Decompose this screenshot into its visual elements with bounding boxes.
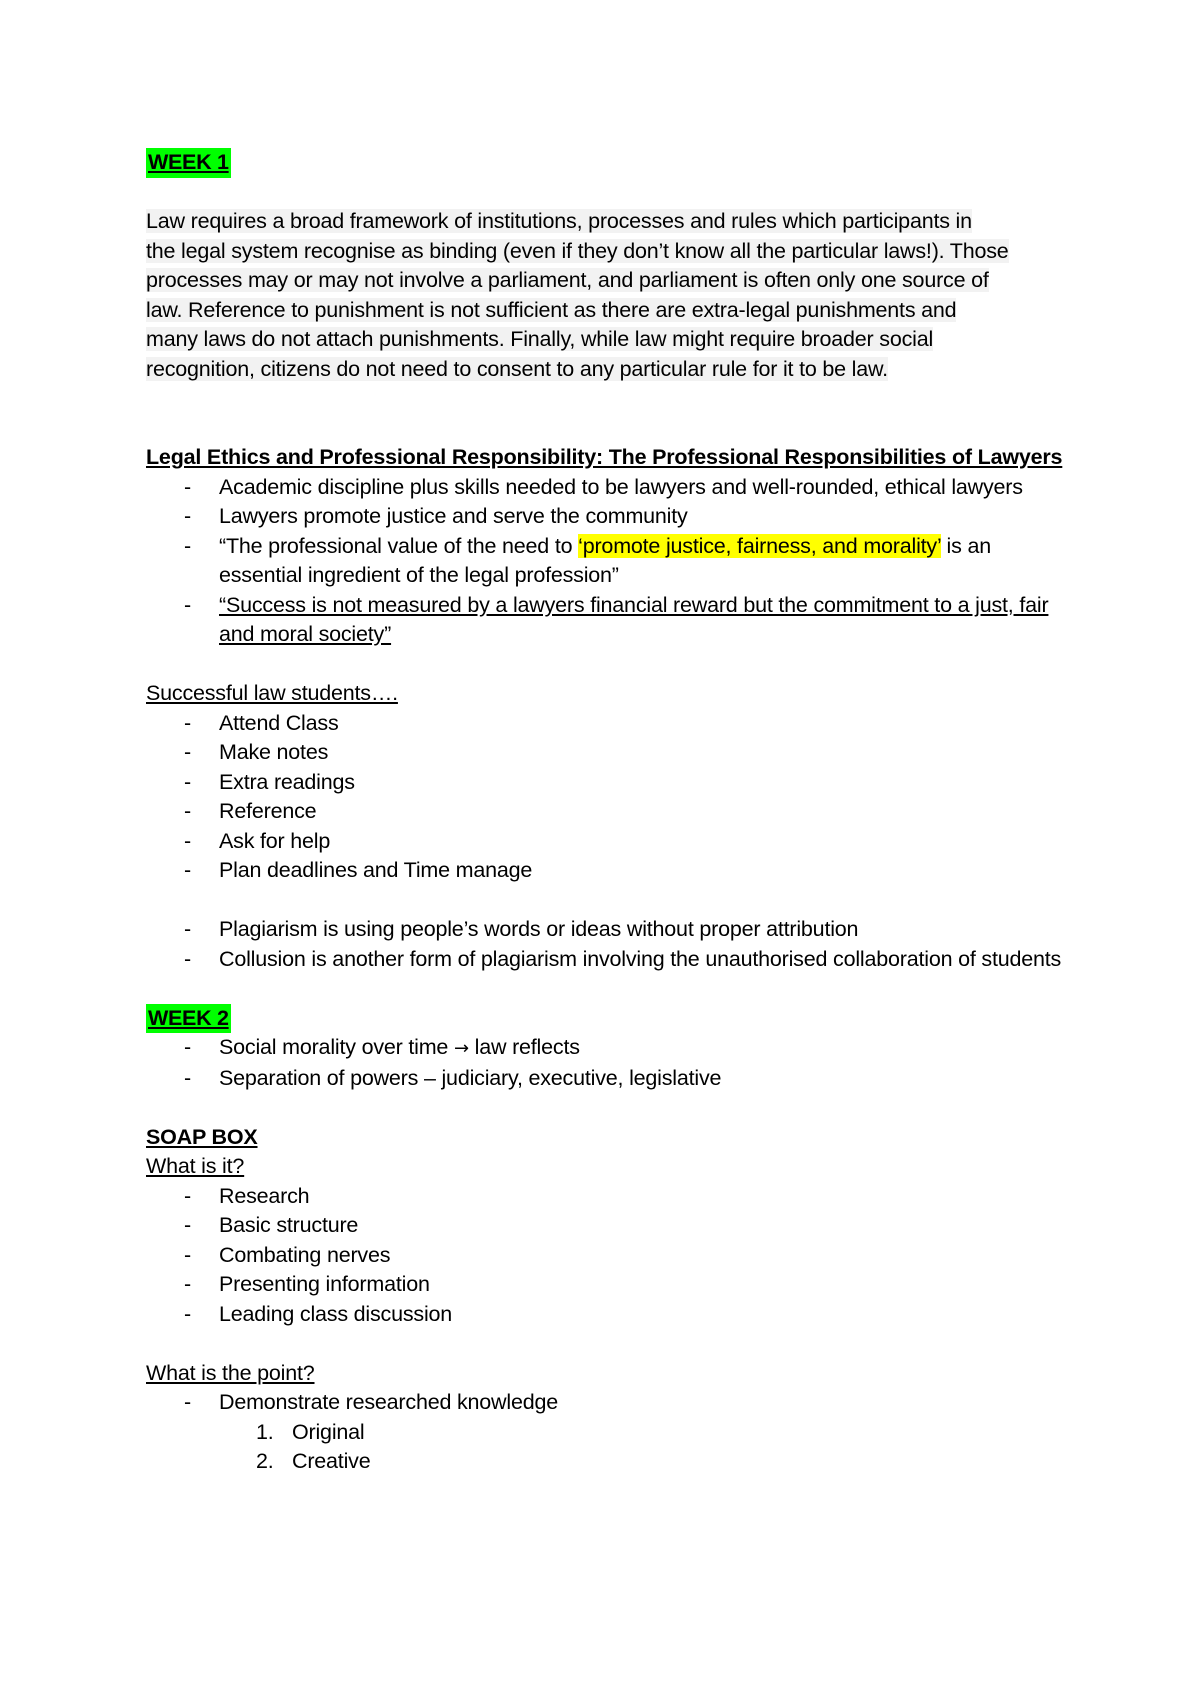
soapbox-heading: SOAP BOX [146,1124,258,1149]
paragraph-line: processes may or may not involve a parliament, and parliament is often only one source of [146,268,989,292]
ethics-heading: Legal Ethics and Professional Responsibility: The Professional Responsibilities of Lawyers [146,445,1063,469]
list-item [146,709,1066,739]
paragraph-line: Law requires a broad framework of institutions, processes and rules which participants in [146,209,972,233]
dash-bullet: - [184,917,191,941]
list-item [146,797,1066,827]
dash-bullet: - [184,858,191,882]
paragraph-line: recognition, citizens do not need to consent to any particular rule for it to be law. [146,356,888,381]
list-item-text-before: Social morality over time [219,1035,454,1059]
list-item [146,1033,1066,1064]
what-is-it-heading: What is it? [146,1154,245,1178]
dash-bullet: - [184,533,191,558]
list-item [146,532,1066,591]
dash-bullet: - [184,1390,191,1414]
dash-bullet: - [184,1035,191,1059]
list-item [146,1211,1066,1241]
dash-bullet: - [184,1272,191,1296]
numbered-item [146,1447,1066,1477]
dash-bullet: - [184,710,191,735]
number-label: 2. [256,1449,274,1473]
list-item-text-before: “The professional value of the need to [219,533,579,558]
list-item [146,768,1066,798]
list-item [146,856,1066,886]
list-item-text: Academic discipline plus skills needed to be lawyers and well-rounded, ethical lawyers [219,474,1023,499]
list-item [146,1270,1066,1300]
week2-list [146,1033,1066,1093]
list-item [146,473,1066,503]
paragraph-line: law. Reference to punishment is not sufficient as there are extra-legal punishments and [146,297,957,322]
what-is-it-list [146,1182,1066,1330]
list-item-text: Make notes [219,740,329,764]
list-item-text: Collusion is another form of plagiarism involving the unauthorised collaboration of students [219,946,1062,971]
dash-bullet: - [184,946,191,971]
list-item-text-after: is an essential ingredient of the legal profession” [219,533,991,587]
what-is-the-point-heading: What is the point? [146,1360,315,1385]
list-item [146,945,1066,975]
list-item-text: Plagiarism is using people’s words or ideas without proper attribution [219,917,859,941]
list-item-text: Reference [219,799,317,823]
list-item-text: Ask for help [219,828,331,853]
plagiarism-list [146,915,1066,974]
numbered-item-text: Creative [292,1449,371,1473]
dash-bullet: - [184,1065,191,1090]
highlighted-phrase: ‘promote justice, fairness, and morality’ [578,533,941,558]
list-item [146,1300,1066,1330]
list-item [146,1388,1066,1418]
dash-bullet: - [184,474,191,499]
list-item [146,915,1066,945]
dash-bullet: - [184,1183,191,1208]
list-item [146,502,1066,532]
dash-bullet: - [184,504,191,528]
number-label: 1. [256,1419,274,1444]
list-item [146,827,1066,857]
students-list [146,709,1066,886]
dash-bullet: - [184,1301,191,1326]
list-item-text: Presenting information [219,1272,430,1296]
list-item [146,591,1066,650]
right-arrow-icon: → [453,1038,469,1059]
numbered-list [146,1418,1066,1477]
dash-bullet: - [184,1242,191,1267]
list-item-text: Plan deadlines and Time manage [219,858,533,882]
list-item-text: Research [219,1183,310,1208]
dash-bullet: - [184,592,191,617]
list-item-text: Separation of powers – judiciary, executive, legislative [219,1065,722,1090]
dash-bullet: - [184,740,191,764]
list-item-text: Basic structure [219,1213,359,1237]
list-item-text-after: law reflects [468,1035,580,1059]
paragraph-line: many laws do not attach punishments. Finally, while law might require broader social [146,327,934,351]
dash-bullet: - [184,769,191,794]
dash-bullet: - [184,799,191,823]
document-body [146,148,1066,1477]
paragraph-line: the legal system recognise as binding (even if they don’t know all the particular laws!). Those [146,238,1009,263]
dash-bullet: - [184,828,191,853]
week1-paragraph [146,207,1066,384]
list-item-text: Lawyers promote justice and serve the community [219,504,688,528]
week1-label: WEEK 1 [146,148,231,178]
list-item [146,1182,1066,1212]
list-item [146,1241,1066,1271]
list-item-text: Demonstrate researched knowledge [219,1390,558,1414]
students-heading: Successful law students…. [146,681,398,705]
list-item [146,738,1066,768]
ethics-list [146,473,1066,650]
list-item-text: Extra readings [219,769,355,794]
numbered-item [146,1418,1066,1448]
list-item-text: Attend Class [219,710,339,735]
point-list [146,1388,1066,1418]
numbered-item-text: Original [292,1419,365,1444]
dash-bullet: - [184,1213,191,1237]
list-item-text: Leading class discussion [219,1301,453,1326]
list-item [146,1064,1066,1094]
list-item-text: Combating nerves [219,1242,391,1267]
week2-label: WEEK 2 [146,1004,231,1034]
underlined-quote: “Success is not measured by a lawyers financial reward but the commitment to a just, fair and moral society” [219,592,1049,646]
